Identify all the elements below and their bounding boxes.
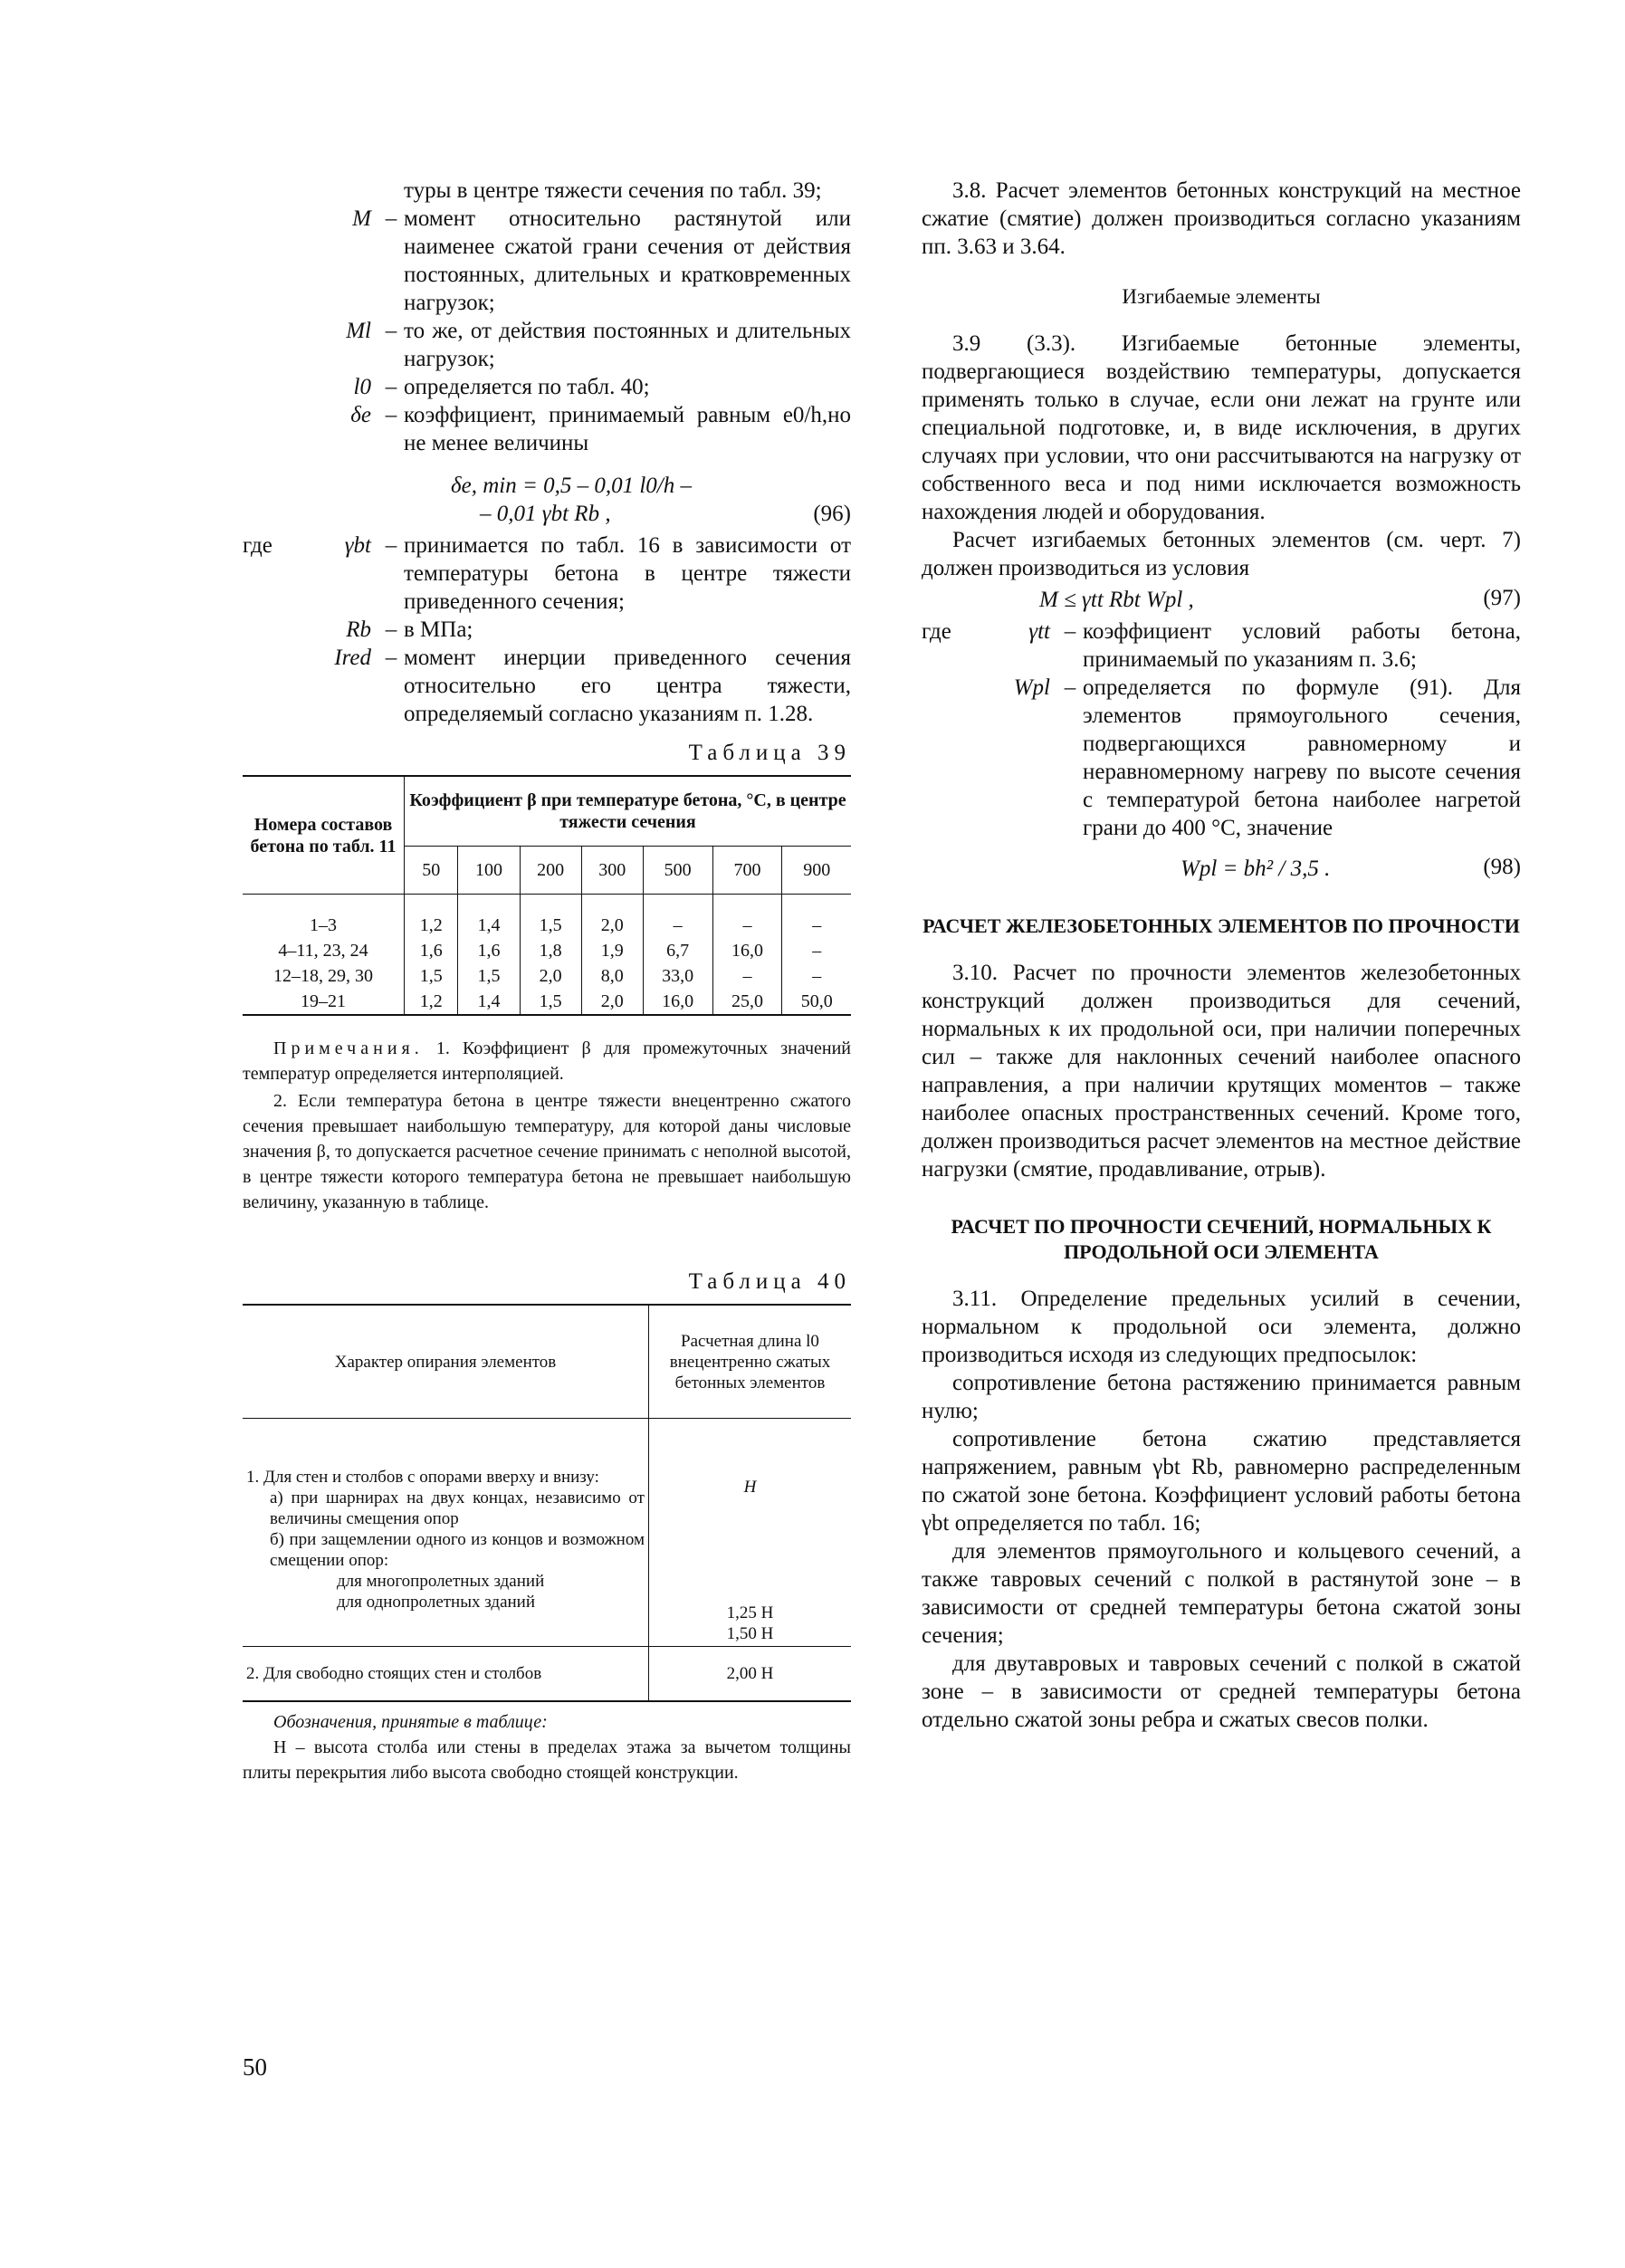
variable-definitions-top (243, 177, 851, 457)
table-39-temperature-header: 900 (782, 847, 851, 895)
table-39-note-1: Примечания. 1. Коэффициент β для промежуточных значений температур определяется интерполяцией. (243, 1038, 852, 1084)
formula-98 (922, 855, 1521, 883)
table-39-note-2: 2. Если температура бетона в центре тяжести внецентренно сжатого сечения превышает наибольшую температуру, для которой даны числовые значения β, то допускается расчетное сечение принимать с неполной высотой, в центре тяжести которого температура бетона не превышает наибольшую величину, указанную в таблице. (243, 1091, 851, 1212)
formula-98-expression: Wpl = bh² / 3,5 . (1181, 856, 1331, 881)
formula-96-line1: δe, min = 0,5 – 0,01 l0/h – (451, 474, 692, 498)
table-39-cell: 2,0 (581, 895, 643, 939)
definition-dash: – (385, 533, 397, 558)
table-39-header-composition: Номера составов бетона по табл. 11 (243, 776, 405, 895)
table-40-legend-title: Обозначения, принятые в таблице: (273, 1712, 548, 1732)
formula-97 (922, 586, 1521, 614)
table-40-row-1b-label: б) при защемлении одного из концов и возможном смещении опор: (270, 1530, 645, 1570)
table-row (243, 938, 851, 963)
table-39 (243, 775, 851, 1016)
table-40-header-support: Характер опирания элементов (243, 1305, 649, 1419)
definition-where: где (243, 533, 272, 558)
table-39-cell: – (812, 915, 822, 935)
definition-where (243, 177, 299, 205)
table-40-row-2-label: 2. Для свободно стоящих стен и столбов (243, 1647, 649, 1702)
definition-text: определяется по формуле (91). Для элементов прямоугольного сечения, подвергающихся равномерному и неравномерному нагреву по высоте сечения с температурой бетона наиболее нагретой грани до 400 °С, значение (1083, 675, 1521, 840)
table-40-caption: Таблица 40 (688, 1269, 851, 1294)
paragraph-3-8: 3.8. Расчет элементов бетонных конструкций на местное сжатие (смятие) должен производиться согласно указаниям пп. 3.63 и 3.64. (922, 178, 1521, 259)
heading-reinforced-concrete: РАСЧЕТ ЖЕЛЕЗОБЕТОННЫХ ЭЛЕМЕНТОВ ПО ПРОЧНОСТИ (922, 914, 1520, 937)
table-39-cell: 1,8 (520, 938, 581, 963)
definition-row (243, 531, 851, 616)
definition-where (922, 674, 978, 842)
table-40-row-1 (243, 1419, 649, 1647)
table-row (243, 989, 851, 1015)
table-39-cell: 1,4 (458, 989, 520, 1015)
table-39-temperature-header: 500 (643, 847, 712, 895)
paragraph-3-11-c: для элементов прямоугольного и кольцевого сечений, а также тавровых сечений с полкой в растянутой зоне – в зависимости от средней температуры бетона сжатой зоны сечения; (922, 1539, 1521, 1648)
table-39-row-label: 19–21 (243, 989, 405, 1015)
table-39-row-label: 12–18, 29, 30 (243, 963, 405, 989)
paragraph-3-11-a: сопротивление бетона растяжению принимается равным нулю; (922, 1371, 1521, 1423)
formula-98-number: (98) (1483, 855, 1521, 879)
definition-symbol: Rb (346, 617, 371, 642)
definition-row (243, 373, 851, 401)
table-39-cell: 1,2 (405, 989, 458, 1015)
definition-symbol: M (352, 206, 371, 231)
paragraph-3-10: 3.10. Расчет по прочности элементов железобетонных конструкций должен производиться для сечений, нормальных к их продольной оси, при наличии поперечных сил – также для наклонных сечений наиболее опасного направления, а при наличии крутящих моментов – также наиболее опасных пространственных сечений. Кроме того, должен производиться расчет элементов на местное действие нагрузки (смятие, продавливание, отрыв). (922, 961, 1521, 1182)
definition-symbol: γtt (1028, 619, 1050, 644)
table-row (243, 963, 851, 989)
definition-symbol: γbt (344, 533, 371, 558)
table-39-temperature-header: 300 (581, 847, 643, 895)
right-column (922, 177, 1521, 1734)
definition-dash: – (385, 403, 397, 427)
definition-text: момент относительно растянутой или наименее сжатой грани сечения от действия постоянных, длительных и кратковременных нагрузок; (404, 206, 851, 315)
table-39-cell: – (643, 895, 712, 939)
table-39-row-label: 4–11, 23, 24 (243, 938, 405, 963)
definition-where (243, 317, 299, 373)
table-39-cell: 2,0 (520, 963, 581, 989)
table-39-cell: 6,7 (643, 938, 712, 963)
definition-dash: – (385, 617, 397, 642)
definition-text: туры в центре тяжести сечения по табл. 39; (404, 178, 822, 203)
table-40-row-1b1-label: для многопролетных зданий (337, 1572, 545, 1591)
table-40 (243, 1304, 851, 1702)
table-39-cell: 50,0 (800, 991, 833, 1011)
heading-bending-elements: Изгибаемые элементы (1122, 285, 1321, 308)
table-39-cell: 1,6 (405, 938, 458, 963)
definition-text: то же, от действия постоянных и длительных нагрузок; (404, 319, 851, 371)
table-39-temperature-header: 700 (712, 847, 782, 895)
table-39-row-label: 1–3 (243, 895, 405, 939)
table-39-temperature-header: 50 (405, 847, 458, 895)
variable-definitions-bottom (243, 531, 851, 728)
definition-symbol (299, 177, 378, 205)
definition-row (922, 674, 1521, 842)
formula-97-number: (97) (1483, 586, 1521, 610)
table-39-cell: 1,5 (458, 963, 520, 989)
definition-where (243, 616, 299, 644)
table-39-cell: 8,0 (581, 963, 643, 989)
table-40-header-length: Расчетная длина l0 внецентренно сжатых бетонных элементов (649, 1305, 852, 1419)
definition-text: момент инерции приведенного сечения относительно его центра тяжести, определяемый согласно указаниям п. 1.28. (404, 646, 851, 726)
table-39-cell: 33,0 (643, 963, 712, 989)
table-40-row-1a-value: H (743, 1478, 757, 1497)
definition-row (243, 177, 851, 205)
table-39-cell: – (812, 941, 822, 961)
definition-text: коэффициент, принимаемый равным e0/h,но не менее величины (404, 403, 851, 455)
table-40-row-1-values (649, 1419, 852, 1647)
paragraph-3-9: 3.9 (3.3). Изгибаемые бетонные элементы, подвергающиеся воздействию температуры, допускается применять только в случае, если они лежат на грунте или специальной подготовке, и, в виде исключения, в других случаях при условии, что они рассчитываются на нагрузку от собственного веса и под ними исключается возможность нахождения людей и оборудования. (922, 331, 1521, 524)
definition-dash: – (385, 375, 397, 399)
formula-96-line2: – 0,01 γbt Rb , (480, 502, 611, 526)
definition-text: в МПа; (404, 617, 473, 642)
formula-96-number: (96) (813, 502, 851, 526)
left-column (243, 177, 851, 1785)
definition-where (243, 205, 299, 317)
definition-text: принимается по табл. 16 в зависимости от температуры бетона в центре тяжести приведенного сечения; (404, 533, 851, 614)
table-39-header-coefficient: Коэффициент β при температуре бетона, °С, в центре тяжести сечения (409, 790, 846, 832)
definition-text: определяется по табл. 40; (404, 375, 650, 399)
table-39-cell: 1,5 (520, 989, 581, 1015)
table-39-cell: 1,4 (458, 895, 520, 939)
definition-dash: – (385, 206, 397, 231)
table-39-cell: – (712, 963, 782, 989)
table-40-row-1b2-value: 1,50 H (726, 1624, 774, 1643)
table-39-cell: – (712, 895, 782, 939)
definition-where (243, 644, 299, 728)
heading-normal-sections: РАСЧЕТ ПО ПРОЧНОСТИ СЕЧЕНИЙ, НОРМАЛЬНЫХ К ПРОДОЛЬНОЙ ОСИ ЭЛЕМЕНТА (951, 1215, 1492, 1263)
definition-dash: – (1064, 675, 1076, 700)
paragraph-3-11-d: для двутавровых и тавровых сечений с полкой в сжатой зоне – в зависимости от средней температуры бетона отдельно сжатой зоны ребра и сжатых свесов полки. (922, 1651, 1521, 1732)
definition-row (243, 401, 851, 457)
table-row (243, 895, 851, 939)
definition-row (243, 616, 851, 644)
paragraph-3-11: 3.11. Определение предельных усилий в сечении, нормальном к продольной оси элемента, должно производиться исходя из следующих предпосылок: (922, 1287, 1521, 1367)
formula-96 (243, 472, 851, 528)
definition-where: где (922, 619, 951, 644)
definition-symbol: Ired (334, 646, 371, 670)
table-39-cell: 16,0 (643, 989, 712, 1015)
table-39-cell: – (812, 966, 822, 986)
definition-row (243, 205, 851, 317)
definition-symbol: l0 (353, 375, 371, 399)
definition-row (243, 644, 851, 728)
table-39-cell: 16,0 (712, 938, 782, 963)
definition-dash: – (1064, 619, 1076, 644)
definition-text: коэффициент условий работы бетона, принимаемый по указаниям п. 3.6; (1083, 619, 1521, 672)
formula-97-expression: M ≤ γtt Rbt Wpl , (1039, 588, 1194, 612)
table-39-cell: 1,6 (458, 938, 520, 963)
definition-symbol: δe (350, 403, 371, 427)
table-39-cell: 1,5 (520, 895, 581, 939)
definition-symbol: Ml (346, 319, 371, 343)
definition-dash: – (385, 646, 397, 670)
table-39-cell: 1,5 (405, 963, 458, 989)
page-number: 50 (243, 2053, 267, 2081)
table-39-temperature-header: 100 (458, 847, 520, 895)
table-40-row-1-label: 1. Для стен и столбов с опорами вверху и внизу: (246, 1468, 599, 1487)
table-39-cell: 25,0 (712, 989, 782, 1015)
table-40-legend-text: H – высота столба или стены в пределах этажа за вычетом толщины плиты перекрытия либо высота свободно стоящей конструкции. (243, 1737, 851, 1783)
table-40-row-2-value: 2,00 H (649, 1647, 852, 1702)
table-40-row-1b2-label: для однопролетных зданий (337, 1593, 536, 1612)
definition-where (243, 373, 299, 401)
definition-where (243, 401, 299, 457)
definition-dash (378, 177, 404, 205)
table-39-cell: 1,2 (405, 895, 458, 939)
paragraph-3-11-b: сопротивление бетона сжатию представляется напряжением, равным γbt Rb, равномерно распределенным по сжатой зоне бетона. Коэффициент условий работы бетона γbt определяется по табл. 16; (922, 1427, 1521, 1536)
table-39-caption: Таблица 39 (688, 741, 851, 765)
table-39-body (243, 895, 851, 1016)
definition-row (922, 617, 1521, 674)
definition-row (243, 317, 851, 373)
table-40-row-1b1-value: 1,25 H (726, 1603, 774, 1622)
definition-symbol: Wpl (1013, 675, 1050, 700)
table-40-row-1a-label: а) при шарнирах на двух концах, независимо от величины смещения опор (270, 1488, 645, 1528)
table-39-cell: 2,0 (581, 989, 643, 1015)
definition-dash: – (385, 319, 397, 343)
table-39-temperature-header: 200 (520, 847, 581, 895)
table-39-cell: 1,9 (581, 938, 643, 963)
variable-definitions-right (922, 617, 1521, 842)
paragraph-3-9-condition: Расчет изгибаемых бетонных элементов (см. черт. 7) должен производиться из условия (922, 528, 1521, 580)
